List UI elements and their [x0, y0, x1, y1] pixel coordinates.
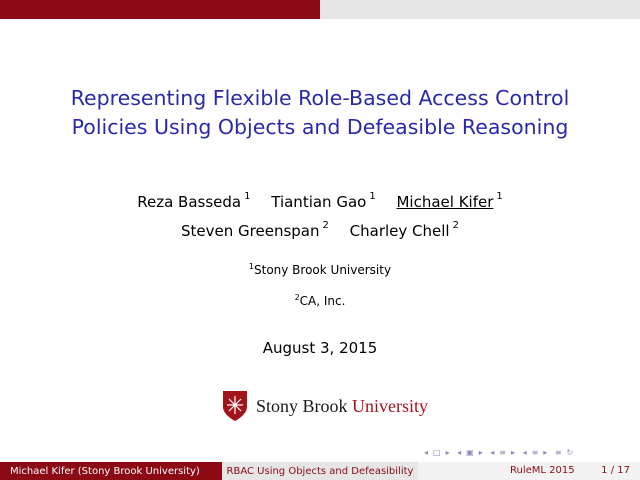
- slide-title: [0, 84, 640, 142]
- nav-frame-prev-icon[interactable]: ◂: [424, 448, 429, 457]
- author: Tiantian Gao $^1$: [271, 191, 376, 211]
- nav-doc-next-icon[interactable]: ▸: [543, 448, 548, 457]
- author-row-1: [0, 186, 640, 215]
- author: Charley Chell $^2$: [349, 220, 459, 240]
- presentation-date: August 3, 2015: [262, 339, 378, 357]
- footer-short-title: RBAC Using Objects and Defeasibility: [222, 462, 418, 480]
- footer-conference: RuleML 2015: [510, 465, 575, 476]
- top-bar-gray: [320, 0, 640, 19]
- nav-section-icon[interactable]: ≡: [499, 448, 506, 457]
- nav-doc-prev-icon[interactable]: ◂: [522, 448, 527, 457]
- beamer-navigation: [424, 448, 578, 457]
- nav-doc-icon[interactable]: ≡: [531, 448, 539, 457]
- nav-toc-icon[interactable]: ≡: [554, 448, 562, 457]
- nav-section-prev-icon[interactable]: ◂: [490, 448, 495, 457]
- author: Reza Basseda $^1$: [137, 191, 251, 211]
- footer-page-number: 1 / 17: [601, 465, 630, 476]
- footer-author: Michael Kifer (Stony Brook University): [0, 462, 222, 480]
- author-row-2: [0, 215, 640, 244]
- title-line-1: Representing Flexible Role-Based Access Control: [70, 86, 570, 110]
- nav-frame-icon[interactable]: □: [433, 448, 441, 457]
- footer-right: [418, 462, 640, 480]
- university-logo: [222, 389, 428, 423]
- footer-bar: [0, 462, 640, 480]
- affiliation-2: $^2$CA, Inc.: [294, 293, 346, 308]
- top-decoration-bar: [0, 0, 640, 19]
- nav-search-icon[interactable]: ↻: [566, 448, 574, 457]
- nav-subsection-prev-icon[interactable]: ◂: [457, 448, 462, 457]
- stony-brook-shield-icon: [222, 390, 248, 422]
- logo-wordmark: Stony Brook University: [256, 395, 429, 416]
- affiliation-1: $^1$Stony Brook University: [248, 262, 392, 277]
- nav-section-next-icon[interactable]: ▸: [511, 448, 516, 457]
- presenter-author: Michael Kifer $^1$: [396, 191, 503, 211]
- nav-frame-next-icon[interactable]: ▸: [445, 448, 450, 457]
- author: Steven Greenspan $^2$: [181, 220, 329, 240]
- author-list: [0, 186, 640, 244]
- nav-subsection-icon[interactable]: ▣: [466, 448, 474, 457]
- title-line-2: Policies Using Objects and Defeasible Reasoning: [71, 115, 569, 139]
- top-bar-accent: [0, 0, 320, 19]
- nav-subsection-next-icon[interactable]: ▸: [478, 448, 483, 457]
